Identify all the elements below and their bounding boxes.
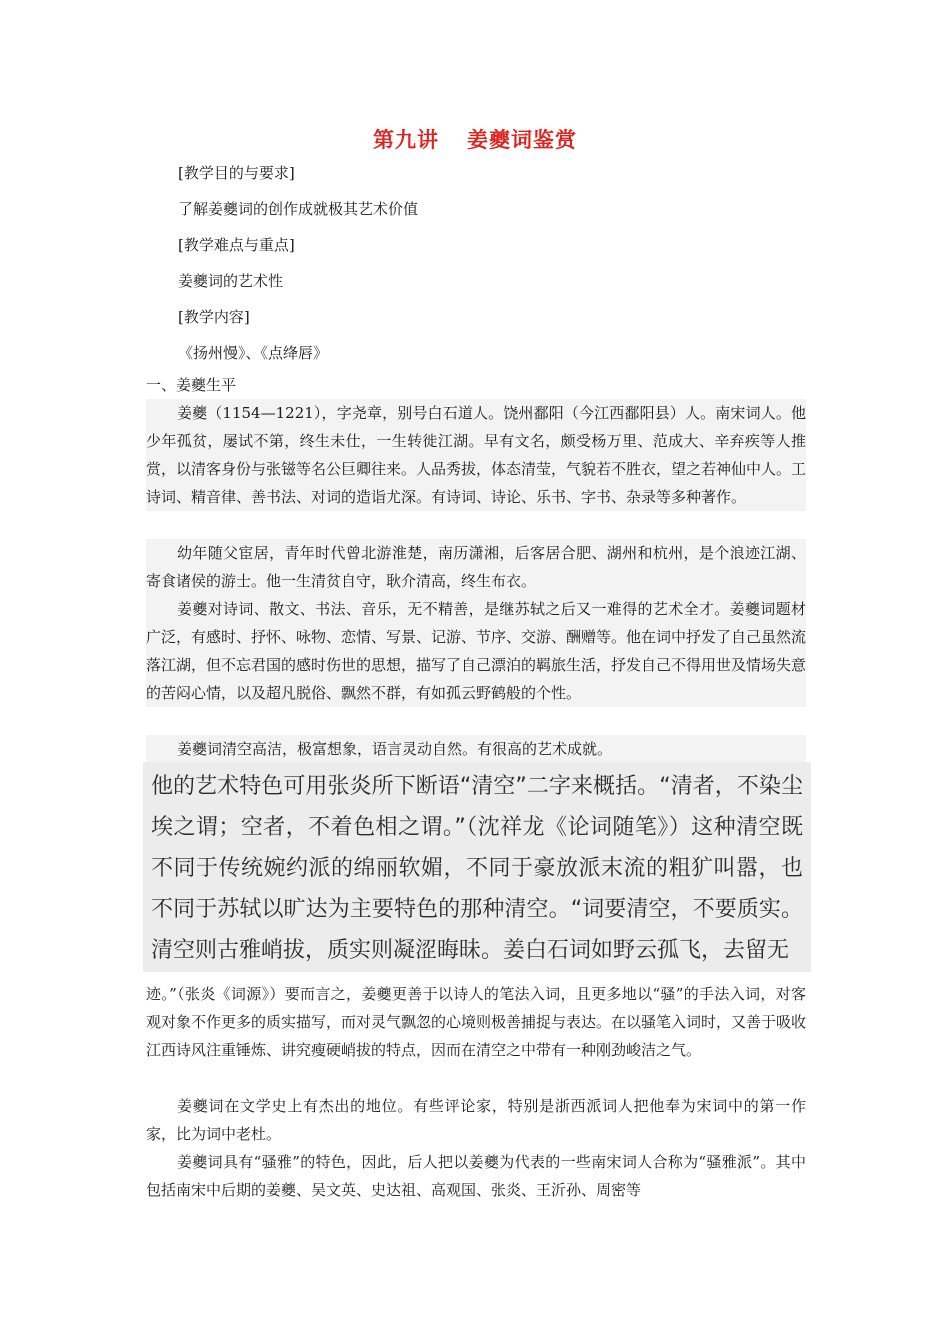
- focus-text: 姜夔词的艺术性: [178, 272, 284, 290]
- paragraph-biography: 姜夔（1154—1221），字尧章，别号白石道人。饶州鄱阳（今江西鄱阳县）人。南宋词人。他少年孤贫，屡试不第，终生未仕，一生转徙江湖。早有文名，颇受杨万里、范成大、辛弃疾等人推赏，以清客身份与张镃等名公巨卿往来。人品秀拔，体态清莹，气貌若不胜衣，望之若神仙中人。工诗词、精音律、善书法、对词的造诣尤深。有诗词、诗论、乐书、字书、杂录等多种著作。: [146, 399, 806, 511]
- scanned-text-block: [143, 762, 811, 972]
- section-heading: 一、姜夔生平: [146, 376, 237, 394]
- scanned-text: 他的艺术特色可用张炎所下断语“清空”二字来概括。“清者，不染尘埃之谓；空者，不着色相之谓。”（沈祥龙《论词随笔》）这种清空既不同于传统婉约派的绵丽软媚，不同于豪放派末流的粗犷叫嚣，也不同于苏轼以旷达为主要特色的那种清空。“词要清空，不要质实。清空则古雅峭拔，质实则凝涩晦昧。姜白石词如野云孤飞，去留无: [151, 774, 803, 963]
- paragraph-continuation: 迹。”（张炎《词源》）要而言之，姜夔更善于以诗人的笔法入词，且更多地以“骚”的手法入词，对客观对象不作更多的质实描写，而对灵气飘忽的心境则极善捕捉与表达。在以骚笔入词时，又善于吸收江西诗风注重锤炼、讲究瘦硬峭拔的特点，因而在清空之中带有一种刚劲峻洁之气。: [146, 985, 807, 1059]
- content-text: 《扬州慢》、《点绛唇》: [178, 344, 329, 362]
- paragraph-status: 姜夔词在文学史上有杰出的地位。有些评论家，特别是浙西派词人把他奉为宋词中的第一作家，比为词中老杜。: [146, 1097, 806, 1143]
- lecture-number: 第九讲: [373, 128, 439, 152]
- objectives-heading: [教学目的与要求]: [178, 164, 295, 182]
- objectives-text: 了解姜夔词的创作成就极其艺术价值: [178, 200, 419, 218]
- page-title: [0, 124, 950, 154]
- focus-heading: [教学难点与重点]: [178, 236, 295, 254]
- lecture-topic: 姜夔词鉴赏: [467, 128, 577, 152]
- content-heading: [教学内容]: [178, 308, 250, 326]
- paragraph-saoya: 姜夔词具有“骚雅”的特色，因此，后人把以姜夔为代表的一些南宋词人合称为“骚雅派”。其中包括南宋中后期的姜夔、吴文英、史达祖、高观国、张炎、王沂孙、周密等: [146, 1153, 806, 1199]
- paragraph-artistry: 姜夔对诗词、散文、书法、音乐，无不精善，是继苏轼之后又一难得的艺术全才。姜夔词题材广泛，有感时、抒怀、咏物、恋情、写景、记游、节序、交游、酬赠等。他在词中抒发了自己虽然流落江湖，但不忘君国的感时伤世的思想，描写了自己漂泊的羁旅生活，抒发自己不得用世及情场失意的苦闷心情，以及超凡脱俗、飘然不群，有如孤云野鹤般的个性。: [146, 595, 806, 707]
- paragraph-early-life: 幼年随父宦居，青年时代曾北游淮楚，南历潇湘，后客居合肥、湖州和杭州，是个浪迹江湖、寄食诸侯的游士。他一生清贫自守，耿介清高，终生布衣。: [146, 539, 806, 595]
- paragraph-style: 姜夔词清空高洁，极富想象，语言灵动自然。有很高的艺术成就。: [146, 735, 806, 763]
